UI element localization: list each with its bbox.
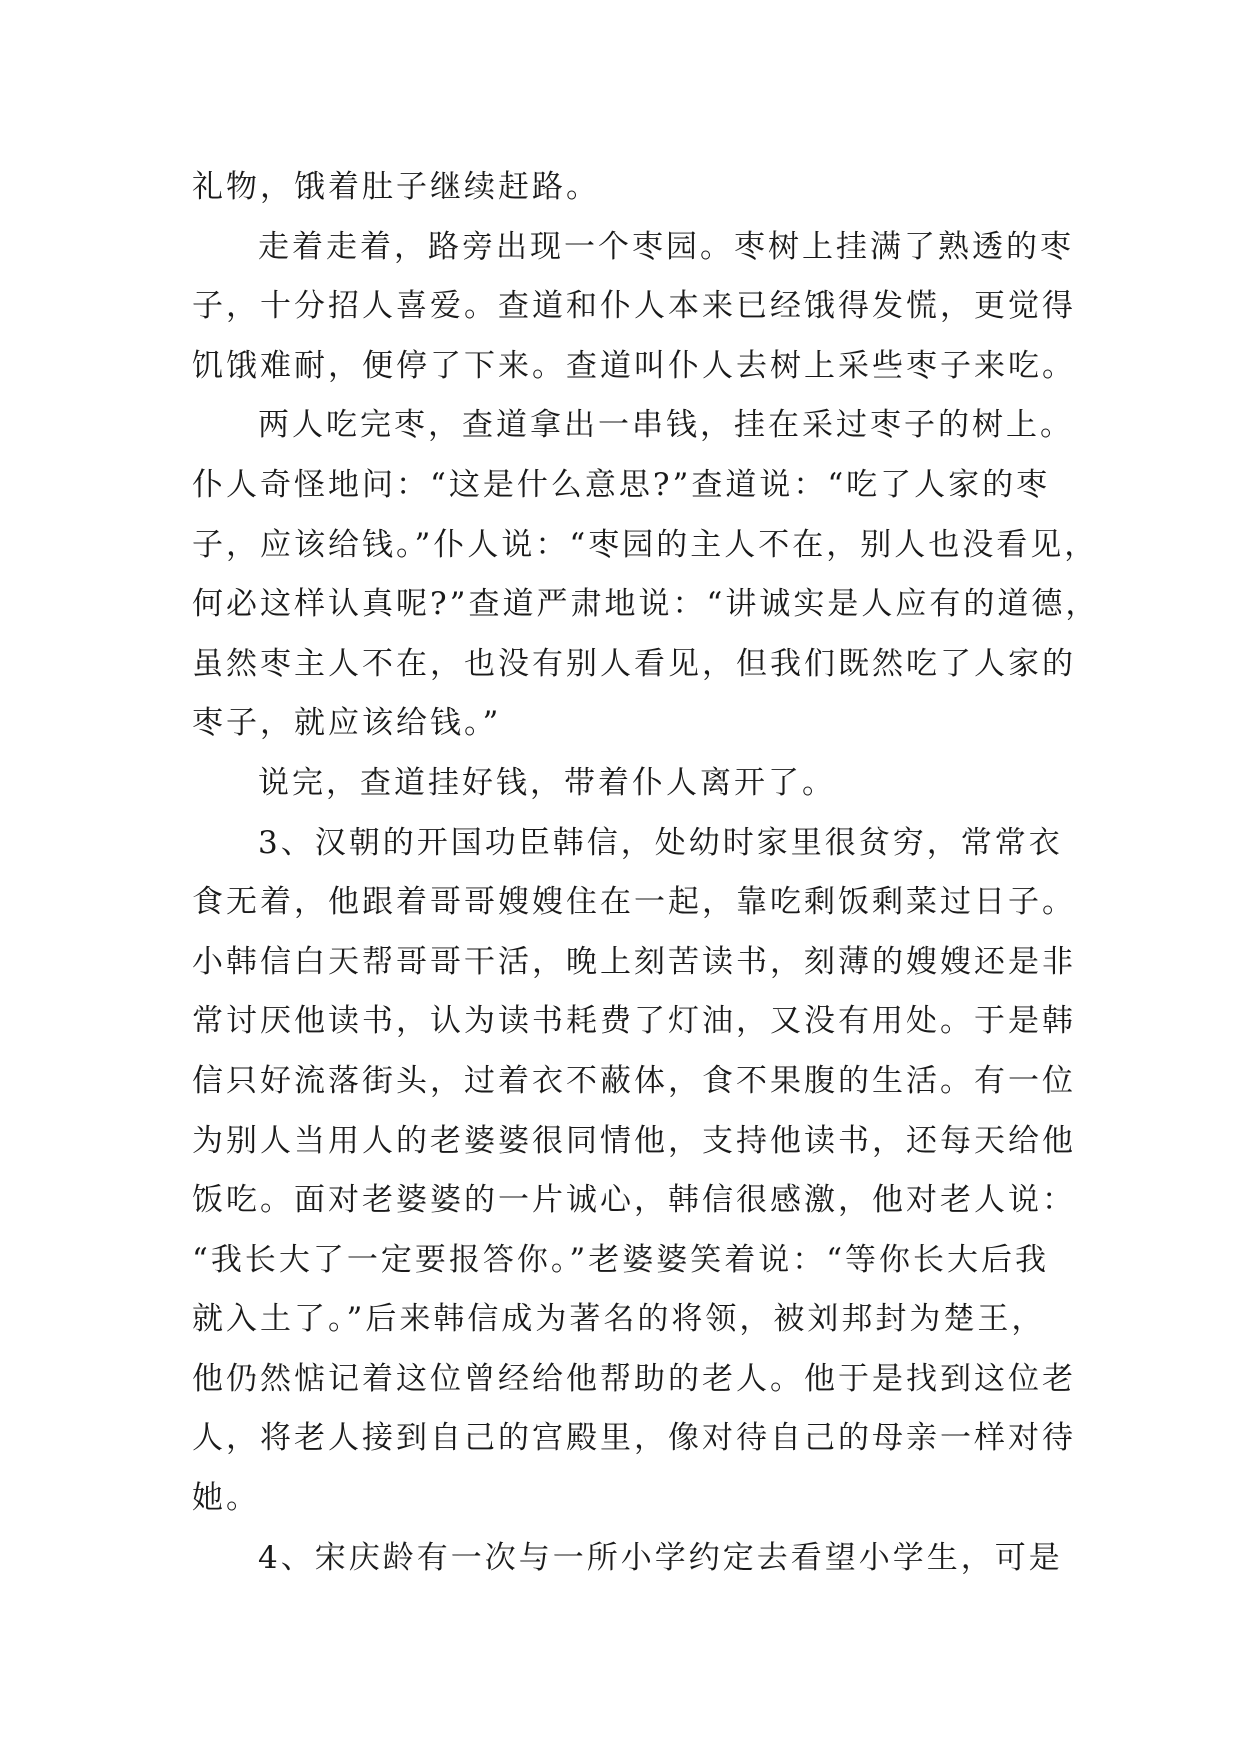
- text-line: 枣子，就应该给钱。”: [192, 705, 502, 742]
- text-line: 常讨厌他读书，认为读书耗费了灯油，又没有用处。于是韩: [192, 1003, 1076, 1040]
- text-line: 虽然枣主人不在，也没有别人看见，但我们既然吃了人家的: [192, 645, 1076, 682]
- text-line: 何必这样认真呢?”查道严肃地说：“讲诚实是人应有的道德，: [192, 586, 1100, 623]
- text-line: 子，十分招人喜爱。查道和仆人本来已经饿得发慌，更觉得: [192, 288, 1076, 325]
- body-text: [192, 158, 1100, 1588]
- text-line: 小韩信白天帮哥哥干活，晚上刻苦读书，刻薄的嫂嫂还是非: [192, 943, 1076, 980]
- text-line: “我长大了一定要报答你。”老婆婆笑着说：“等你长大后我: [192, 1241, 1050, 1278]
- text-line: 她。: [192, 1480, 260, 1517]
- text-line: 4、宋庆龄有一次与一所小学约定去看望小学生，可是: [258, 1539, 1063, 1576]
- text-line: 就入土了。”后来韩信成为著名的将领，被刘邦封为楚王，: [192, 1301, 1046, 1338]
- text-line: 走着走着，路旁出现一个枣园。枣树上挂满了熟透的枣: [258, 228, 1074, 265]
- text-line: 信只好流落街头，过着衣不蔽体，食不果腹的生活。有一位: [192, 1062, 1076, 1099]
- text-line: 礼物，饿着肚子继续赶路。: [192, 169, 600, 205]
- text-line: 饥饿难耐，便停了下来。查道叫仆人去树上采些枣子来吃。: [192, 347, 1076, 384]
- text-line: 食无着，他跟着哥哥嫂嫂住在一起，靠吃剩饭剩菜过日子。: [192, 884, 1076, 921]
- text-line: 3、汉朝的开国功臣韩信，处幼时家里很贫穷，常常衣: [258, 824, 1063, 861]
- text-line: 说完，查道挂好钱，带着仆人离开了。: [258, 764, 836, 801]
- text-line: 为别人当用人的老婆婆很同情他，支持他读书，还每天给他: [192, 1122, 1076, 1159]
- text-line: 仆人奇怪地问：“这是什么意思?”查道说：“吃了人家的枣: [192, 466, 1051, 503]
- text-line: 他仍然惦记着这位曾经给他帮助的老人。他于是找到这位老: [192, 1360, 1076, 1397]
- text-line: 饭吃。面对老婆婆的一片诚心，韩信很感激，他对老人说：: [192, 1182, 1076, 1219]
- text-line: 两人吃完枣，查道拿出一串钱，挂在采过枣子的树上。: [258, 407, 1074, 444]
- text-line: 人，将老人接到自己的宫殿里，像对待自己的母亲一样对待: [192, 1420, 1076, 1457]
- text-line: 子，应该给钱。”仆人说：“枣园的主人不在，别人也没看见，: [192, 526, 1099, 563]
